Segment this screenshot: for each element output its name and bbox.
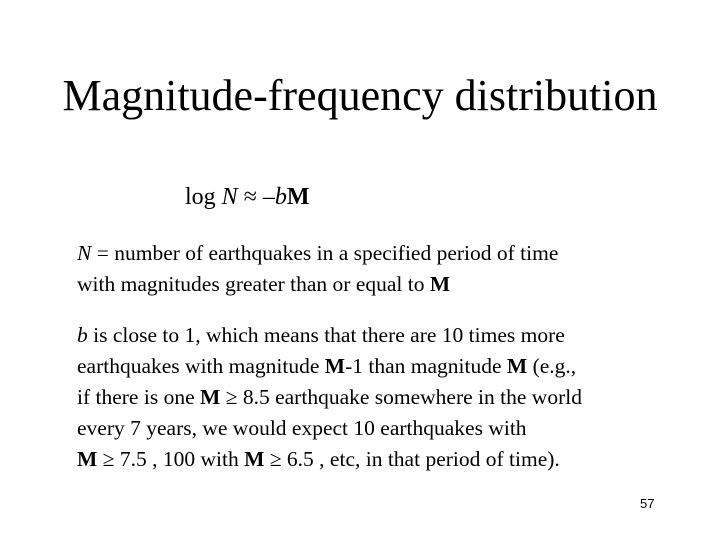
explanation-text-2a: earthquakes with magnitude [77, 354, 325, 378]
definition-line-2 [77, 269, 677, 300]
explanation-line-4: every 7 years, we would expect 10 earthquakes with [77, 416, 527, 440]
explanation-m: M [506, 354, 528, 378]
slide-title: Magnitude-frequency distribution [62, 71, 658, 120]
explanation-m-8-5: M [200, 385, 221, 409]
explanation-text-3b: ≥ 8.5 earthquake somewhere in the world [220, 385, 582, 409]
explanation-text-1: is close to 1, which means that there are 10 times more [87, 323, 565, 347]
explanation-line-3 [77, 382, 677, 413]
formula [185, 182, 310, 212]
explanation-line-2 [77, 351, 677, 382]
explanation-line-5 [77, 444, 677, 475]
explanation-text-2b: -1 than magnitude [345, 354, 507, 378]
formula-b: b [274, 184, 287, 210]
explanation-text-3a: if there is one [77, 385, 200, 409]
definition-text-2: with magnitudes greater than or equal to [77, 272, 430, 296]
definition-line-1 [77, 238, 677, 269]
explanation-paragraph [77, 320, 677, 475]
explanation-m-6-5: M [244, 447, 265, 471]
definition-text-1: = number of earthquakes in a specified period of time [91, 241, 559, 265]
formula-log: log [185, 184, 222, 210]
explanation-m-7-5: M [77, 447, 98, 471]
formula-m: M [286, 184, 310, 210]
explanation-b: b [77, 323, 88, 347]
explanation-m-minus-1: M [324, 354, 346, 378]
formula-approx: ≈ – [237, 184, 275, 210]
explanation-text-5a: ≥ 7.5 , 100 with [97, 447, 245, 471]
definition-m: M [429, 272, 451, 296]
explanation-text-5b: ≥ 6.5 , etc, in that period of time). [264, 447, 560, 471]
page-number: 57 [640, 496, 655, 511]
formula-n: N [221, 184, 238, 210]
explanation-line-1 [77, 320, 677, 351]
definition-n: N [77, 241, 92, 265]
explanation-text-2c: (e.g., [527, 354, 577, 378]
definition-paragraph [77, 238, 677, 300]
